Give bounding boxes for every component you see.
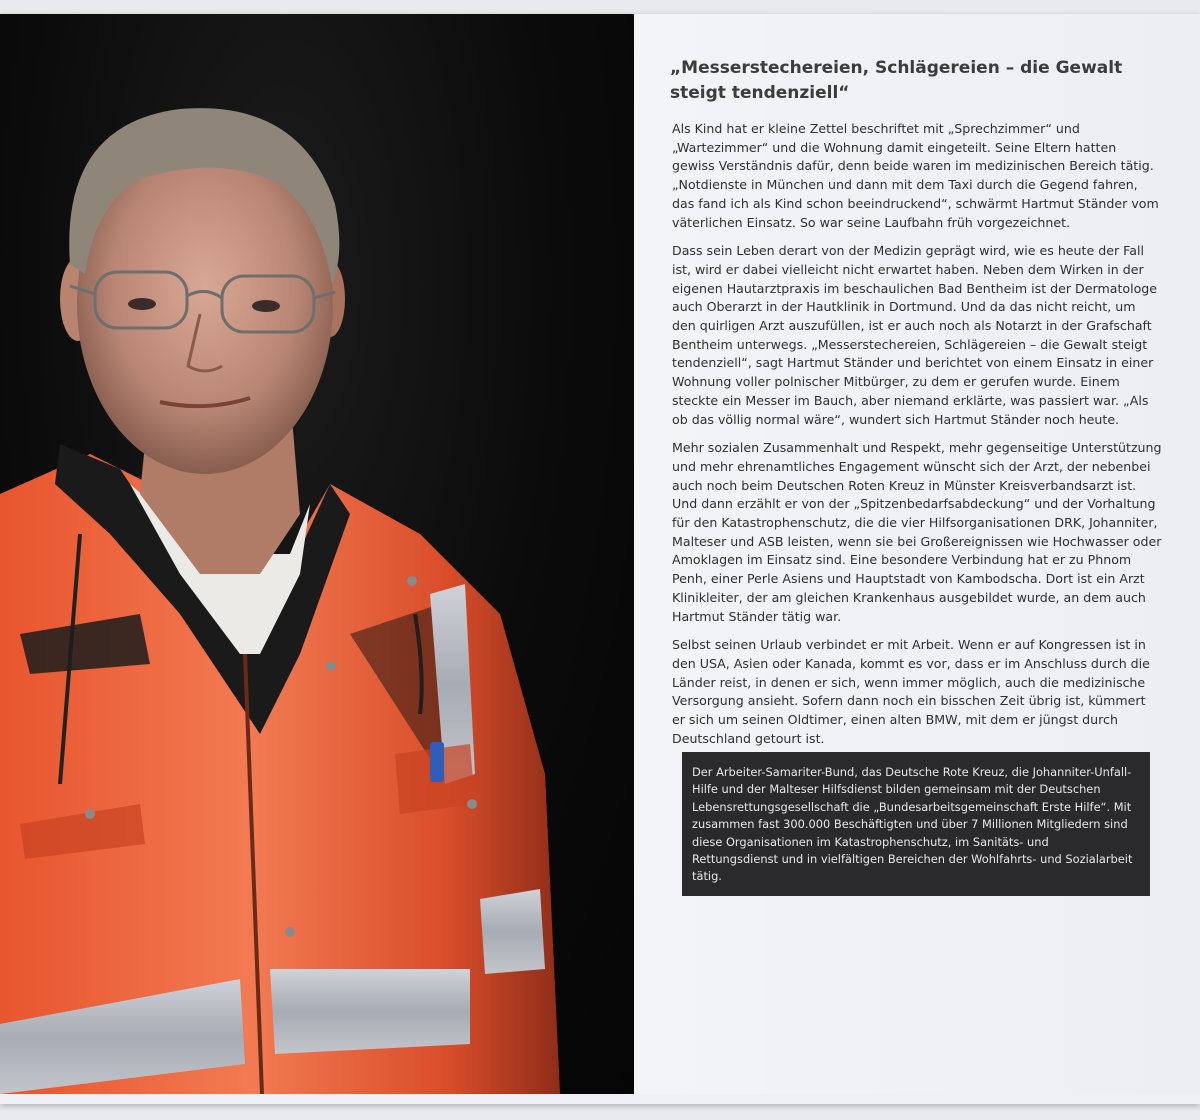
center-reflective-stripe <box>270 969 470 1054</box>
portrait-illustration <box>0 14 634 1094</box>
snap-button <box>85 809 95 819</box>
article-headline: „Messerstechereien, Schlägereien – die Gewalt steigt tendenziell“ <box>670 58 1123 103</box>
article-paragraph: Selbst seinen Urlaub verbindet er mit Arbeit. Wenn er auf Kongressen ist in den USA, Asien oder Kanada, kommt es vor, dass er im Anschluss durch die Länder reist, in denen er sich, wenn immer möglich, auch die medizinische Versorgung ansieht. Sofern dann noch ein bisschen Zeit übrig ist, kümmert er sich um seinen Oldtimer, einen alten BMW, mit dem er jüngst durch Deutschland getourt ist. <box>672 637 1150 746</box>
info-box: Der Arbeiter-Samariter-Bund, das Deutsche Rote Kreuz, die Johanniter-Unfall-Hilfe und der Malteser Hilfsdienst bilden gemeinsam mit der Deutschen Lebensrettungsgesellschaft die „Bundesarbeitsgemeinschaft Erste Hilfe“. Mit zusammen fast 300.000 Beschäftigten und über 7 Millionen Mitgliedern sind diese Organisationen im Katastrophenschutz, im Sanitäts- und Rettungsdienst und in vielfältigen Bereichen der Wohlfahrts- und Sozialarbeit tätig. <box>682 752 1150 896</box>
snap-button <box>326 661 336 671</box>
exhibition-board <box>0 14 1200 1104</box>
portrait-photo <box>0 14 634 1094</box>
article-paragraph: Dass sein Leben derart von der Medizin geprägt wird, wie es heute der Fall ist, wird er dabei vielleicht nicht erwartet haben. Neben dem Wirken in der eigenen Hautarztpraxis im beschaulichen Bad Bentheim ist der Dermatologe auch Oberarzt in der Hautklinik in Dortmund. Und da das nicht reicht, um den quirligen Arzt auszufüllen, ist er auch noch als Notarzt in der Grafschaft Bentheim unterwegs. „Messerstechereien, Schlägereien – die Gewalt steigt tendenziell“, sagt Hartmut Ständer und berichtet von einem Einsatz in einer Wohnung voller polnischer Mitbürger, zu dem er gerufen wurde. Einem steckte ein Messer im Bauch, aber niemand erklärte, was passiert war. „Als ob das völlig normal wäre“, wundert sich Hartmut Ständer noch heute. <box>672 243 1158 427</box>
snap-button <box>285 927 295 937</box>
right-eye <box>252 300 280 312</box>
article-panel <box>634 14 1200 1094</box>
article-body <box>672 120 1162 759</box>
article-paragraph: Als Kind hat er kleine Zettel beschriftet mit „Sprechzimmer“ und „Wartezimmer“ und die Wohnung damit eingeteilt. Seine Eltern hatten gewiss Verständnis dafür, denn beide waren im medizinischen Bereich tätig. „Notdienste in München und dann mit dem Taxi durch die Gegend fahren, das fand ich als Kind schon beeindruckend“, schwärmt Hartmut Ständer vom väterlichen Einsatz. So war seine Laufbahn früh vorgezeichnet. <box>672 121 1159 230</box>
jacket-badge <box>430 742 444 782</box>
snap-button <box>407 576 417 586</box>
snap-button <box>467 799 477 809</box>
article-paragraph: Mehr sozialen Zusammenhalt und Respekt, mehr gegenseitige Unterstützung und mehr ehrenamtliches Engagement wünscht sich der Arzt, der nebenbei auch noch beim Deutschen Roten Kreuz in Münster Kreisverbandsarzt ist. Und dann erzählt er von der „Spitzenbedarfsabdeckung“ und der Vorhaltung für den Katastrophenschutz, die die vier Hilfsorganisationen DRK, Johanniter, Malteser und ASB leisten, wenn sie bei Großereignissen wie Hochwasser oder Amoklagen im Einsatz sind. Eine besondere Verbindung hat er zu Phnom Penh, einer Perle Asiens und Hauptstadt von Kambodscha. Dort ist ein Arzt Klinikleiter, der am gleichen Krankenhaus ausgebildet wurde, an dem auch Hartmut Ständer tätig war. <box>672 440 1162 624</box>
right-reflective-stripe <box>480 889 545 974</box>
left-eye <box>128 298 156 310</box>
